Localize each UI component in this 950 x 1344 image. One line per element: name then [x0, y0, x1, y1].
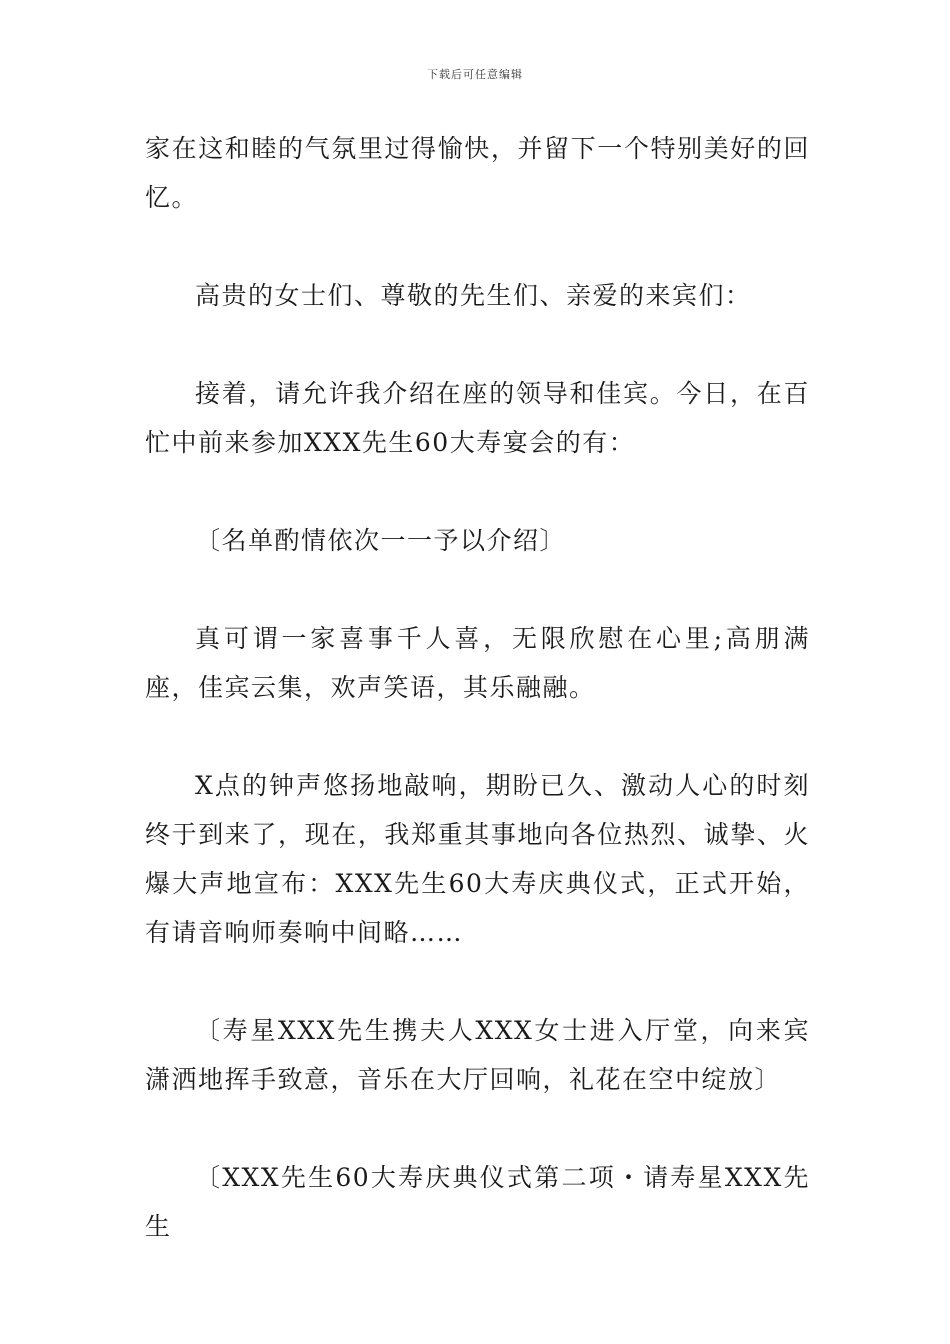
paragraph-continuation: 家在这和睦的气氛里过得愉快，并留下一个特别美好的回忆。: [145, 134, 810, 212]
document-body: [145, 124, 810, 1300]
page-header-note: 下载后可任意编辑: [427, 68, 523, 81]
paragraph-introduce-guests: 接着，请允许我介绍在座的领导和佳宾。今日，在百忙中前来参加XXX先生60大寿宴会的有：: [145, 379, 810, 457]
paragraph-greeting: 高贵的女士们、尊敬的先生们、亲爱的来宾们：: [195, 281, 752, 310]
paragraph-ceremony-start: X点的钟声悠扬地敲响，期盼已久、激动人心的时刻终于到来了，现在，我郑重其事地向各位热烈、诚挚、火爆大声地宣布：XXX先生60大寿庆典仪式，正式开始，有请音响师奏响中间略……: [145, 771, 810, 947]
paragraph-stage-direction-second-item: 〔XXX先生60大寿庆典仪式第二项・请寿星XXX先生: [145, 1163, 810, 1241]
paragraph-guest-list-note: 〔名单酌情依次一一予以介绍〕: [195, 526, 567, 555]
paragraph-celebration: 真可谓一家喜事千人喜，无限欣慰在心里;高朋满座，佳宾云集，欢声笑语，其乐融融。: [145, 624, 810, 702]
paragraph-stage-direction-entrance: 〔寿星XXX先生携夫人XXX女士进入厅堂，向来宾潇洒地挥手致意，音乐在大厅回响，礼花在空中绽放〕: [145, 1016, 810, 1094]
